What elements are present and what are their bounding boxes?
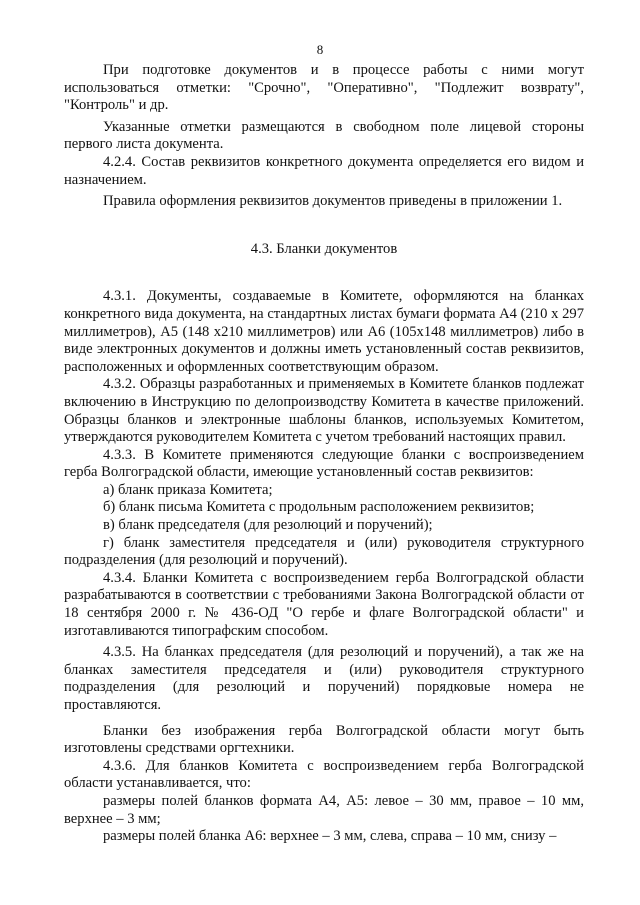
paragraph-4-3-6: 4.3.6. Для бланков Комитета с воспроизведением герба Волгоградской области устанавливается, что: <box>64 757 584 792</box>
page-number: 8 <box>316 42 324 57</box>
paragraph-4-3-1: 4.3.1. Документы, создаваемые в Комитете, оформляются на бланках конкретного вида документа, на стандартных листах бумаги формата А4 (210 х 297 миллиметров), А5 (148 х210 миллиметров) или А6 (105х148 миллиметров) либо в виде электронных документов и должны иметь установленный состав реквизитов, расположенных и оформленных соответствующим образом. <box>64 288 584 375</box>
paragraph-margins-a6: размеры полей бланка А6: верхнее – 3 мм, слева, справа – 10 мм, снизу – <box>103 828 557 845</box>
paragraph-4-3-3: 4.3.3. В Комитете применяются следующие бланки с воспроизведением герба Волгоградской области, имеющие установленный состав реквизитов: <box>64 446 584 481</box>
list-item: в) бланк председателя (для резолюций и поручений); <box>103 517 433 534</box>
list-item: б) бланк письма Комитета с продольным расположением реквизитов; <box>103 499 535 516</box>
document-body <box>64 62 584 846</box>
section-heading: 4.3. Бланки документов <box>250 240 398 257</box>
paragraph-4-3-2: 4.3.2. Образцы разработанных и применяемых в Комитете бланков подлежат включению в Инструкцию по делопроизводству Комитета в качестве приложений. Образцы бланков и электронные шаблоны бланков, используемых Комитетом, утверждаются руководителем Комитета с учетом требований настоящих правил. <box>64 376 584 446</box>
paragraph-no-emblem-forms: Бланки без изображения герба Волгоградской области могут быть изготовлены средствами оргтехники. <box>64 722 584 757</box>
paragraph-rules-appendix: Правила оформления реквизитов документов приведены в приложении 1. <box>103 193 563 210</box>
paragraph-4-3-5: 4.3.5. На бланках председателя (для резолюций и поручений), а так же на бланках заместителя председателя и (или) руководителя структурного подразделения (для резолюций и поручений) порядковые номера не проставляются. <box>64 644 584 713</box>
list-item: а) бланк приказа Комитета; <box>103 481 273 498</box>
paragraph-4-2-4: 4.2.4. Состав реквизитов конкретного документа определяется его видом и назначением. <box>64 153 584 188</box>
list-item: г) бланк заместителя председателя и (или) руководителя структурного подразделения (для резолюций и поручений). <box>64 534 584 569</box>
paragraph-4-3-4: 4.3.4. Бланки Комитета с воспроизведением герба Волгоградской области разрабатываются в соответствии с требованиями Закона Волгоградской области от 18 сентября 2000 г. № 436-ОД "О гербе и флаге Волгоградской области" и изготавливаются типографским способом. <box>64 569 584 639</box>
paragraph-margins-a4-a5: размеры полей бланков формата А4, А5: левое – 30 мм, правое – 10 мм, верхнее – 3 мм; <box>64 792 584 827</box>
paragraph-marks: При подготовке документов и в процессе работы с ними могут использоваться отметки: "Срочно", "Оперативно", "Подлежит возврату", "Контроль" и др. <box>64 62 584 114</box>
paragraph-marks-placement: Указанные отметки размещаются в свободном поле лицевой стороны первого листа документа. <box>64 118 584 153</box>
